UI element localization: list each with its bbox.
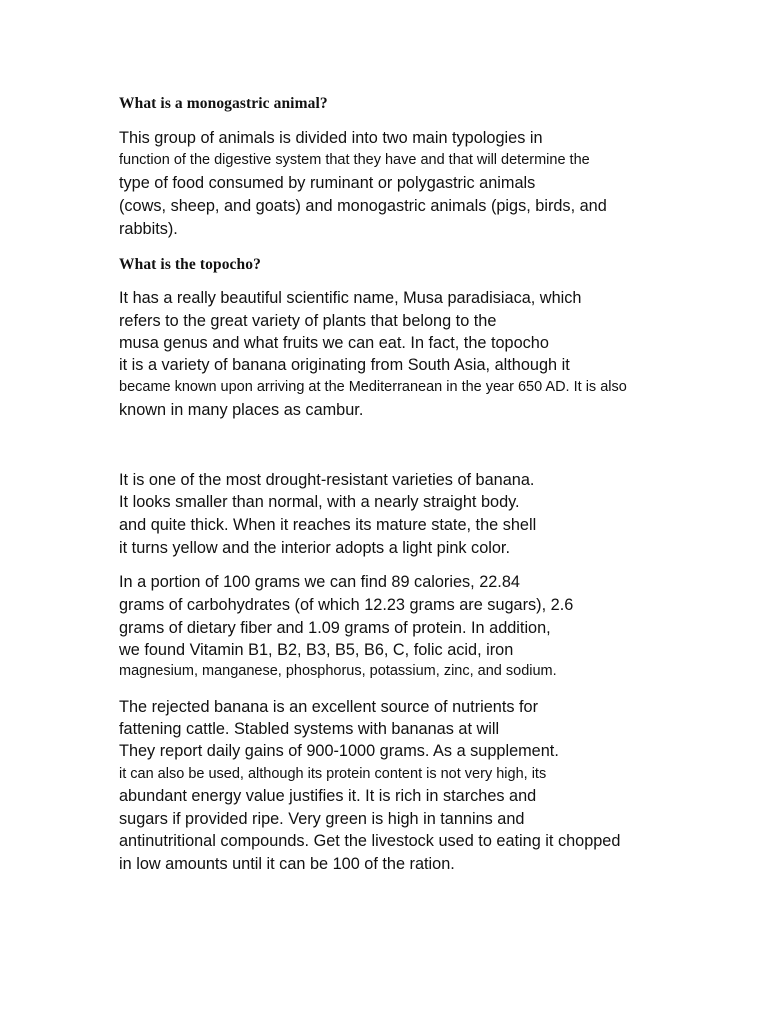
text-line: They report daily gains of 900-1000 grams. As a supplement. [119,742,559,760]
text-line: rabbits). [119,220,178,238]
text-line: in low amounts until it can be 100 of the ration. [119,855,455,873]
text-line: grams of dietary fiber and 1.09 grams of protein. In addition, [119,619,551,637]
section-heading-topocho: What is the topocho? [119,256,261,273]
text-line: In a portion of 100 grams we can find 89 calories, 22.84 [119,573,520,591]
text-line: function of the digestive system that they have and that will determine the [119,152,590,168]
text-line: musa genus and what fruits we can eat. In fact, the topocho [119,334,549,352]
text-line: it is a variety of banana originating from South Asia, although it [119,356,570,374]
text-line: It is one of the most drought-resistant varieties of banana. [119,471,535,489]
text-line: grams of carbohydrates (of which 12.23 grams are sugars), 2.6 [119,596,574,614]
text-line: This group of animals is divided into two main typologies in [119,129,543,147]
text-line: (cows, sheep, and goats) and monogastric animals (pigs, birds, and [119,197,607,215]
text-line: we found Vitamin B1, B2, B3, B5, B6, C, folic acid, iron [119,641,514,659]
text-line: it can also be used, although its protein content is not very high, its [119,766,547,782]
text-line: It looks smaller than normal, with a nearly straight body. [119,493,520,511]
text-line: became known upon arriving at the Mediterranean in the year 650 AD. It is also [119,379,627,395]
text-line: refers to the great variety of plants that belong to the [119,312,497,330]
text-line: fattening cattle. Stabled systems with bananas at will [119,720,500,738]
text-line: magnesium, manganese, phosphorus, potassium, zinc, and sodium. [119,663,557,679]
text-line: known in many places as cambur. [119,401,364,419]
text-line: abundant energy value justifies it. It is rich in starches and [119,787,537,805]
section-heading-monogastric: What is a monogastric animal? [119,95,328,112]
text-line: it turns yellow and the interior adopts a light pink color. [119,539,510,557]
text-line: and quite thick. When it reaches its mature state, the shell [119,516,537,534]
text-line: It has a really beautiful scientific name, Musa paradisiaca, which [119,289,582,307]
text-line: type of food consumed by ruminant or polygastric animals [119,174,536,192]
text-line: antinutritional compounds. Get the livestock used to eating it chopped [119,832,621,850]
text-line: sugars if provided ripe. Very green is high in tannins and [119,810,525,828]
text-line: The rejected banana is an excellent source of nutrients for [119,698,539,716]
